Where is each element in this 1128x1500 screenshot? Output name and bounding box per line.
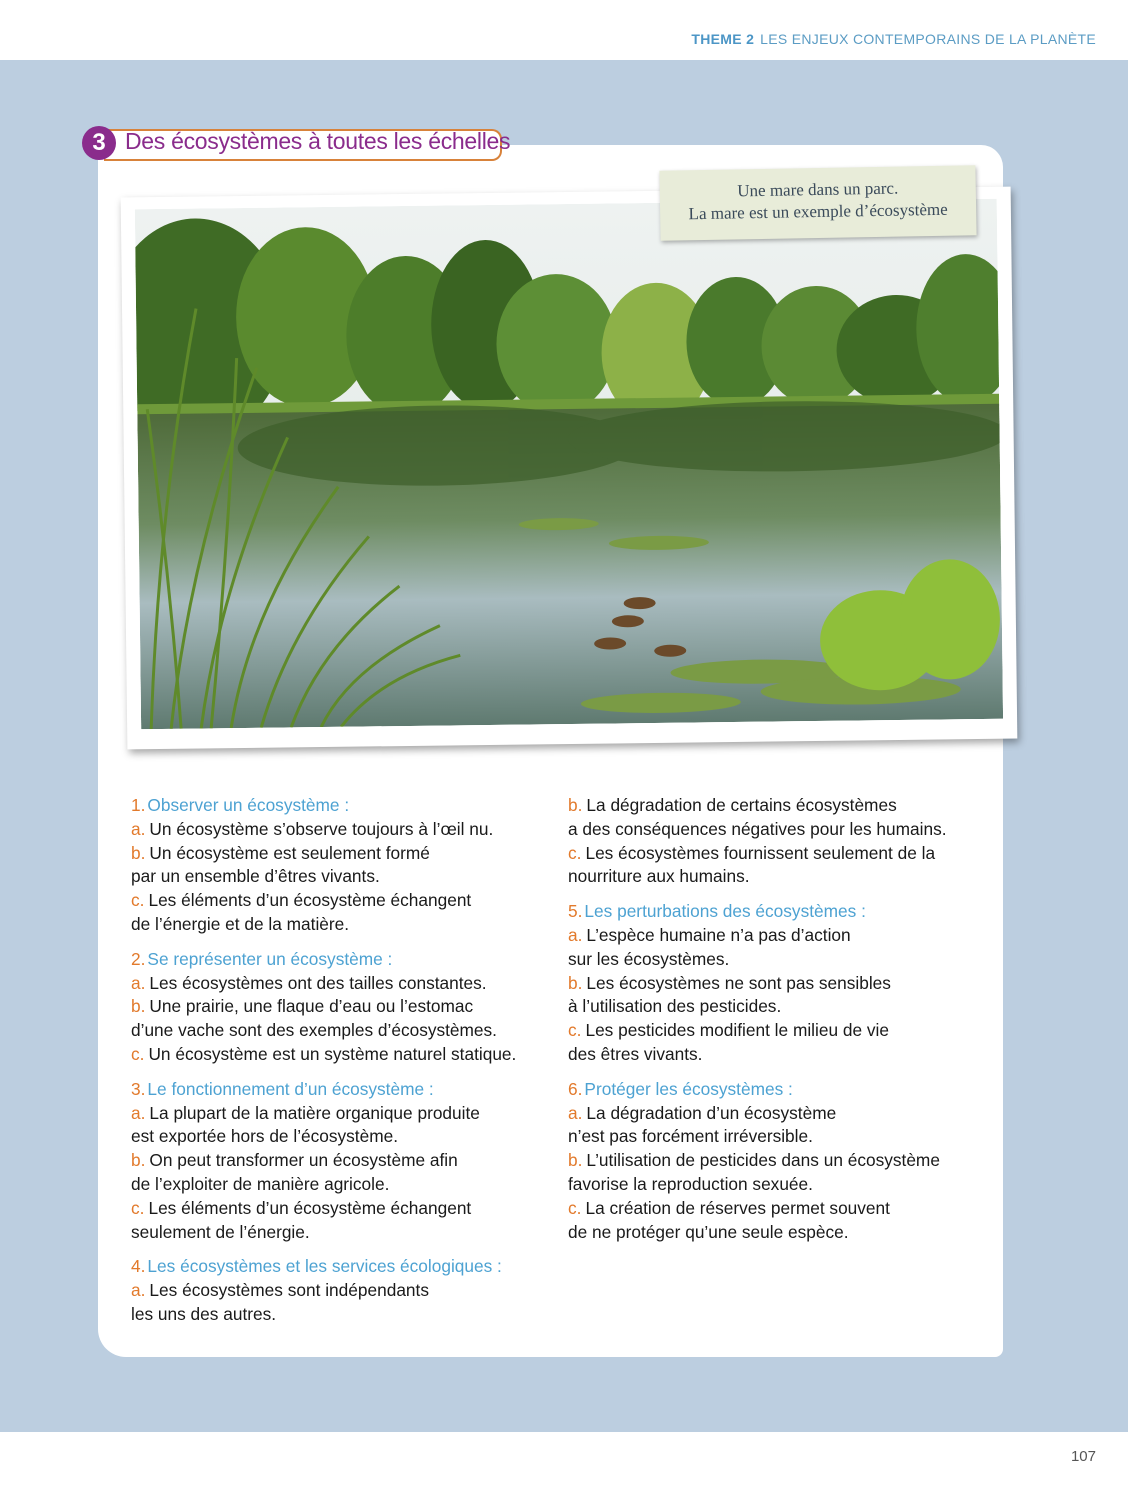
statement-text: de l’exploiter de manière agricole. bbox=[131, 1173, 390, 1194]
statement-line bbox=[568, 794, 968, 818]
photo-caption bbox=[659, 165, 976, 241]
theme-header bbox=[691, 31, 1096, 47]
statement-letter: a. bbox=[131, 818, 146, 839]
statement-text: de ne protéger qu’une seule espèce. bbox=[568, 1221, 849, 1242]
statement-text: des êtres vivants. bbox=[568, 1043, 703, 1064]
statement-line bbox=[131, 865, 551, 889]
statement-line bbox=[568, 1019, 968, 1043]
question-block bbox=[568, 794, 968, 889]
question-block bbox=[131, 1078, 551, 1245]
statement-line bbox=[131, 1149, 551, 1173]
statement-text: Les pesticides modifient le milieu de vie bbox=[585, 1020, 889, 1041]
questions-left-column bbox=[131, 794, 551, 1338]
statement-text: La plupart de la matière organique produite bbox=[149, 1102, 480, 1123]
statement-text: L’espèce humaine n’a pas d’action bbox=[586, 924, 851, 945]
statement-text: Les écosystèmes sont indépendants bbox=[149, 1280, 429, 1301]
statement-text: d’une vache sont des exemples d’écosystèmes. bbox=[131, 1020, 497, 1041]
question-title: Le fonctionnement d’un écosystème : bbox=[147, 1078, 434, 1099]
statement-line bbox=[568, 972, 968, 996]
question-heading bbox=[131, 1078, 551, 1102]
statement-line bbox=[131, 913, 551, 937]
statement-line bbox=[568, 1102, 968, 1126]
statement-text: Les éléments d’un écosystème échangent bbox=[148, 890, 472, 911]
statement-letter: a. bbox=[131, 1102, 146, 1123]
statement-text: de l’énergie et de la matière. bbox=[131, 913, 350, 934]
question-title: Les perturbations des écosystèmes : bbox=[584, 901, 866, 922]
question-block bbox=[131, 1255, 551, 1326]
statement-letter: b. bbox=[131, 996, 146, 1017]
statement-text: favorise la reproduction sexuée. bbox=[568, 1173, 813, 1194]
statement-text: La dégradation d’un écosystème bbox=[586, 1102, 837, 1123]
statement-letter: c. bbox=[131, 890, 145, 911]
question-block bbox=[568, 1078, 968, 1245]
statement-line bbox=[568, 865, 968, 889]
statement-letter: b. bbox=[568, 1150, 583, 1171]
question-number: 3. bbox=[131, 1078, 146, 1099]
caption-line-1: Une mare dans un parc. bbox=[737, 178, 899, 201]
statement-line bbox=[131, 842, 551, 866]
statement-text: Un écosystème est un système naturel statique. bbox=[148, 1043, 517, 1064]
statement-letter: c. bbox=[568, 1020, 582, 1041]
statement-text: Les éléments d’un écosystème échangent bbox=[148, 1197, 472, 1218]
question-number: 2. bbox=[131, 948, 146, 969]
page-number: 107 bbox=[1070, 1448, 1096, 1465]
statement-line bbox=[568, 1149, 968, 1173]
statement-text: Un écosystème s’observe toujours à l’œil nu. bbox=[149, 818, 494, 839]
statement-text: Une prairie, une flaque d’eau ou l’estomac bbox=[149, 996, 474, 1017]
statement-letter: c. bbox=[131, 1043, 145, 1064]
question-number: 5. bbox=[568, 901, 583, 922]
statement-line bbox=[568, 1221, 968, 1245]
statement-line bbox=[568, 1173, 968, 1197]
statement-line bbox=[131, 1102, 551, 1126]
statement-text: Les écosystèmes ont des tailles constantes. bbox=[149, 972, 487, 993]
statement-line bbox=[131, 1125, 551, 1149]
statement-text: n’est pas forcément irréversible. bbox=[568, 1126, 813, 1147]
top-bar bbox=[0, 0, 1128, 60]
statement-line bbox=[131, 889, 551, 913]
theme-title: LES ENJEUX CONTEMPORAINS DE LA PLANÈTE bbox=[760, 31, 1096, 47]
statement-line bbox=[131, 1279, 551, 1303]
section-title: Des écosystèmes à toutes les échelles bbox=[125, 128, 511, 154]
statement-letter: a. bbox=[568, 1102, 583, 1123]
statement-text: a des conséquences négatives pour les humains. bbox=[568, 818, 947, 839]
statement-letter: c. bbox=[131, 1197, 145, 1218]
statement-text: nourriture aux humains. bbox=[568, 866, 750, 887]
question-heading bbox=[131, 1255, 551, 1279]
statement-line bbox=[131, 972, 551, 996]
question-number: 6. bbox=[568, 1078, 583, 1099]
statement-line bbox=[568, 948, 968, 972]
statement-line bbox=[131, 1221, 551, 1245]
section-title-tab bbox=[82, 126, 511, 160]
statement-text: par un ensemble d’êtres vivants. bbox=[131, 866, 380, 887]
question-number: 1. bbox=[131, 795, 146, 815]
statement-line bbox=[568, 924, 968, 948]
statement-line bbox=[131, 1303, 551, 1327]
question-title: Protéger les écosystèmes : bbox=[584, 1078, 793, 1099]
statement-line bbox=[568, 1197, 968, 1221]
question-heading bbox=[568, 900, 968, 924]
statement-letter: b. bbox=[568, 972, 583, 993]
statement-text: La dégradation de certains écosystèmes bbox=[586, 795, 897, 815]
statement-text: est exportée hors de l’écosystème. bbox=[131, 1126, 399, 1147]
statement-line bbox=[131, 1019, 551, 1043]
statement-letter: b. bbox=[568, 795, 583, 815]
statement-line bbox=[131, 818, 551, 842]
statement-letter: a. bbox=[131, 1280, 146, 1301]
question-block bbox=[131, 948, 551, 1067]
statement-line bbox=[568, 818, 968, 842]
statement-text: les uns des autres. bbox=[131, 1303, 277, 1324]
statement-letter: c. bbox=[568, 842, 582, 863]
question-heading bbox=[131, 794, 551, 818]
photo-frame bbox=[121, 187, 1018, 750]
question-heading bbox=[568, 1078, 968, 1102]
question-heading bbox=[131, 948, 551, 972]
question-block bbox=[568, 900, 968, 1067]
pond-illustration bbox=[135, 199, 1003, 729]
statement-line bbox=[568, 842, 968, 866]
statement-line bbox=[131, 1043, 551, 1067]
statement-text: seulement de l’énergie. bbox=[131, 1221, 310, 1242]
statement-text: Les écosystèmes fournissent seulement de la bbox=[585, 842, 936, 863]
statement-text: On peut transformer un écosystème afin bbox=[149, 1150, 458, 1171]
statement-line bbox=[131, 995, 551, 1019]
statement-line bbox=[568, 1043, 968, 1067]
section-number-badge: 3 bbox=[82, 126, 116, 160]
statement-text: L’utilisation de pesticides dans un écosystème bbox=[586, 1150, 940, 1171]
statement-letter: c. bbox=[568, 1197, 582, 1218]
statement-letter: a. bbox=[131, 972, 146, 993]
caption-line-2: La mare est un exemple d’écosystème bbox=[688, 199, 948, 224]
statement-letter: b. bbox=[131, 842, 146, 863]
statement-letter: a. bbox=[568, 924, 583, 945]
pond-photo bbox=[135, 199, 1003, 729]
statement-text: à l’utilisation des pesticides. bbox=[568, 996, 782, 1017]
questions-right-column bbox=[568, 794, 968, 1255]
statement-text: Un écosystème est seulement formé bbox=[149, 842, 430, 863]
statement-line bbox=[568, 1125, 968, 1149]
statement-text: sur les écosystèmes. bbox=[568, 948, 730, 969]
statement-text: La création de réserves permet souvent bbox=[585, 1197, 890, 1218]
statement-line bbox=[568, 995, 968, 1019]
question-number: 4. bbox=[131, 1256, 146, 1277]
statement-line bbox=[131, 1173, 551, 1197]
question-title: Observer un écosystème : bbox=[147, 795, 350, 815]
statement-letter: b. bbox=[131, 1150, 146, 1171]
theme-label: THEME 2 bbox=[691, 31, 755, 47]
statement-line bbox=[131, 1197, 551, 1221]
question-block bbox=[131, 794, 551, 937]
question-title: Les écosystèmes et les services écologiques : bbox=[147, 1256, 502, 1277]
statement-text: Les écosystèmes ne sont pas sensibles bbox=[586, 972, 891, 993]
question-title: Se représenter un écosystème : bbox=[147, 948, 393, 969]
